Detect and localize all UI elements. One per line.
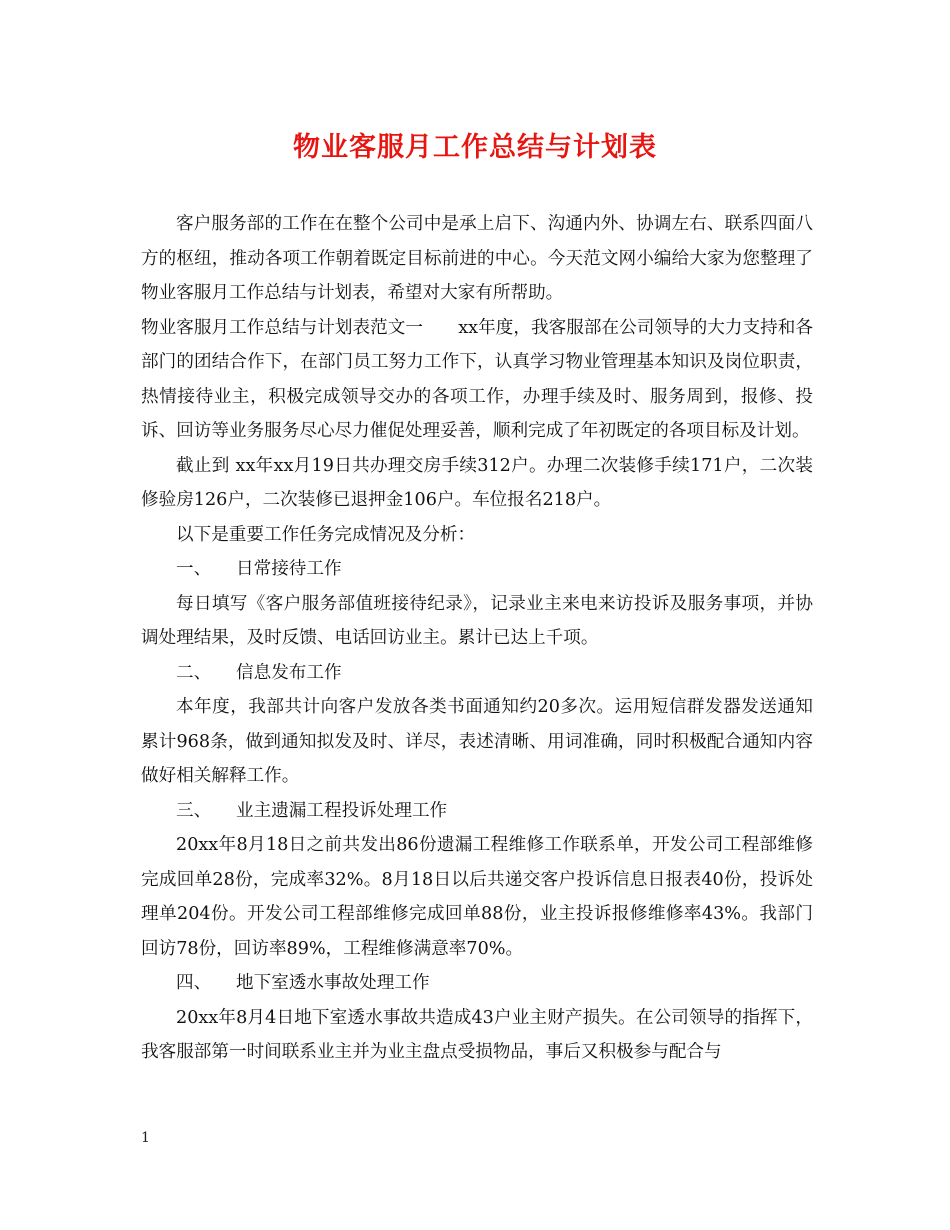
section-paragraph: 本年度，我部共计向客户发放各类书面通知约20多次。运用短信群发器发送通知累计968条，做到通知拟发及时、详尽，表述清晰、用词准确，同时积极配合通知内容做好相关解释工作。 [141, 697, 813, 786]
section-paragraph: 每日填写《客户服务部值班接待纪录》，记录业主来电来访投诉及服务事项，并协调处理结果，及时反馈、电话回访业主。累计已达上千项。 [141, 593, 813, 648]
section-heading [141, 656, 813, 691]
section-heading [141, 966, 813, 1001]
intro-paragraph: 客户服务部的工作在在整个公司中是承上启下、沟通内外、协调左右、联系四面八方的枢纽，推动各项工作朝着既定目标前进的中心。今天范文网小编给大家为您整理了物业客服月工作总结与计划表，希望对大家有所帮助。 [141, 214, 813, 303]
section-heading-text: 信息发布工作 [236, 662, 342, 683]
analysis-intro-paragraph: 以下是重要工作任务完成情况及分析： [176, 524, 476, 545]
page-number: 1 [141, 1130, 150, 1146]
section-heading [141, 794, 813, 829]
section-heading-text: 业主遗漏工程投诉处理工作 [236, 800, 448, 821]
section-number: 三、 [176, 800, 212, 821]
section-paragraph: 20xx年8月4日地下室透水事故共造成43户业主财产损失。在公司领导的指挥下，我客服部第一时间联系业主并为业主盘点受损物品，事后又积极参与配合与 [141, 1007, 813, 1062]
section-number: 四、 [176, 973, 212, 993]
section-number: 一、 [176, 559, 212, 579]
section-heading [141, 552, 813, 587]
section-heading-text: 地下室透水事故处理工作 [236, 973, 430, 993]
section-number: 二、 [176, 662, 212, 683]
sample-paragraph: 物业客服月工作总结与计划表范文一 xx年度，我客服部在公司领导的大力支持和各部门的团结合作下，在部门员工努力工作下，认真学习物业管理基本知识及岗位职责，热情接待业主，积极完成领导交办的各项工作，办理手续及时、服务周到，报修、投诉、回访等业务服务尽心尽力催促处理妥善，顺利完成了年初既定的各项目标及计划。 [141, 317, 813, 441]
statistics-paragraph: 截止到 xx年xx月19日共办理交房手续312户。办理二次装修手续171户，二次装修验房126户，二次装修已退押金106户。车位报名218户。 [141, 455, 813, 510]
document-body [141, 207, 813, 1070]
section-heading-text: 日常接待工作 [236, 559, 342, 579]
section-paragraph: 20xx年8月18日之前共发出86份遗漏工程维修工作联系单，开发公司工程部维修完成回单28份，完成率32%。8月18日以后共递交客户投诉信息日报表40份，投诉处理单204份。开发公司工程部维修完成回单88份，业主投诉报修维修率43%。我部门回访78份，回访率89%，工程维修满意率70%。 [141, 835, 813, 959]
document-title: 物业客服月工作总结与计划表 [293, 132, 657, 163]
